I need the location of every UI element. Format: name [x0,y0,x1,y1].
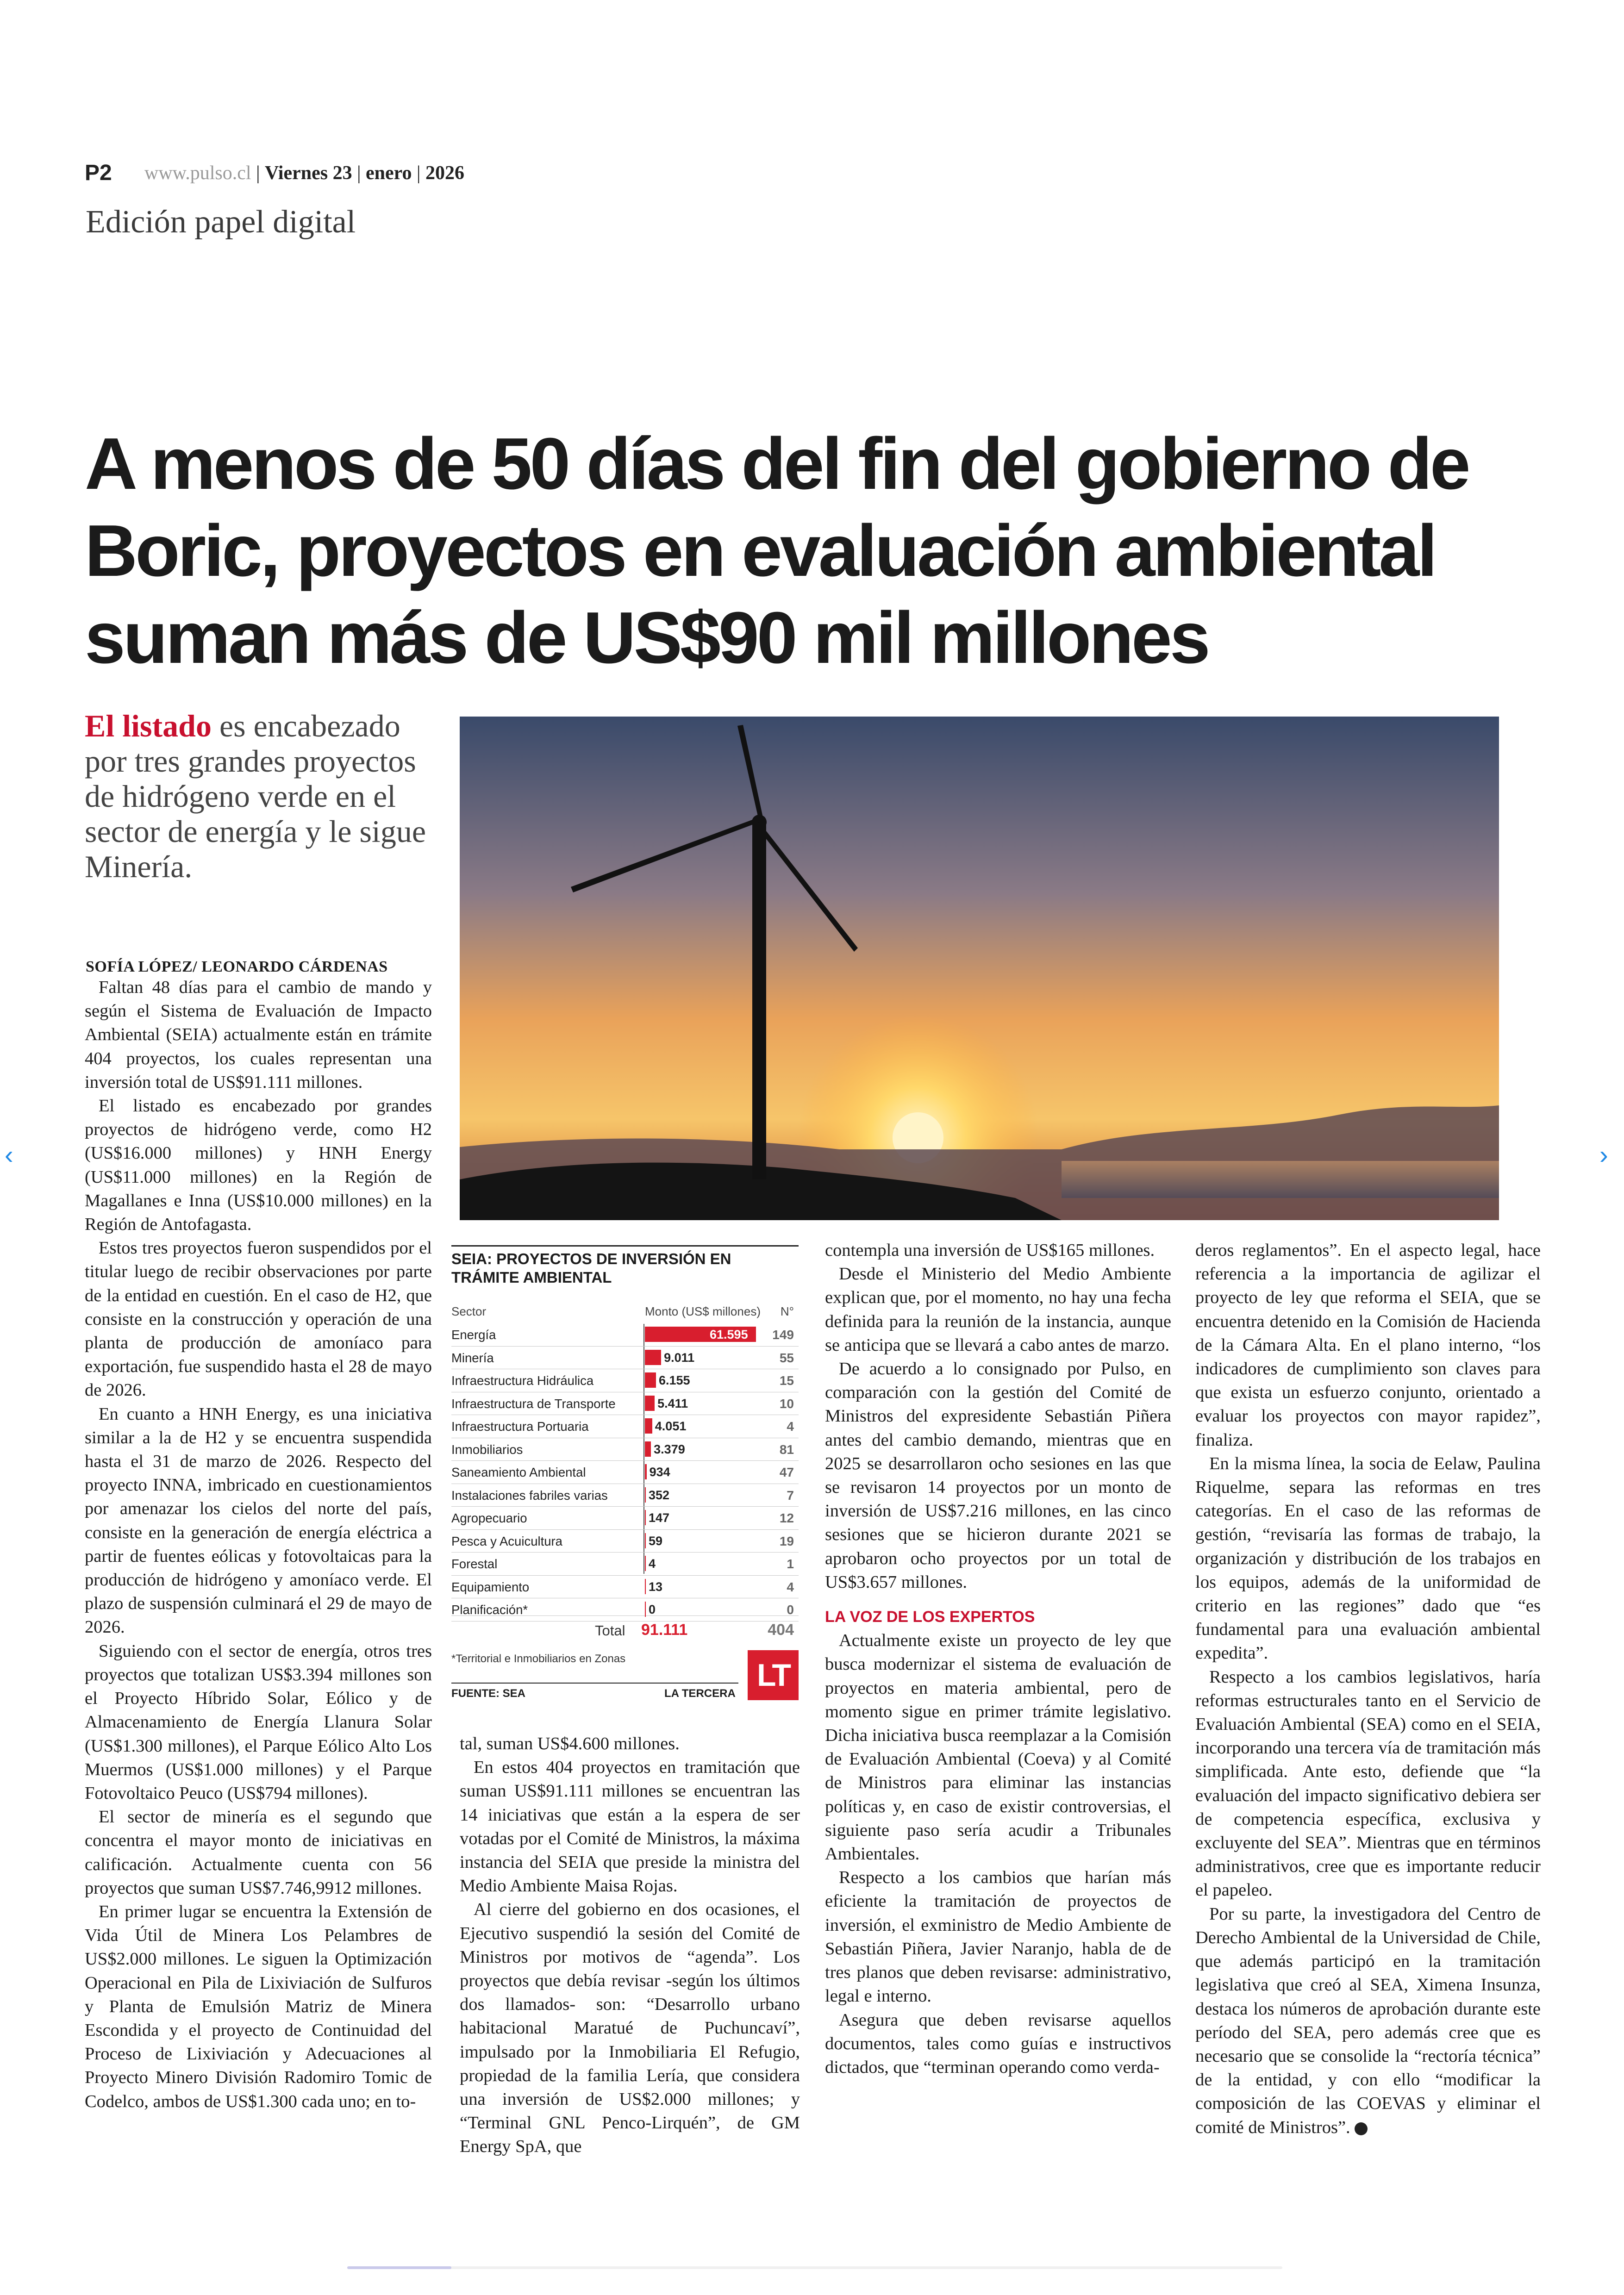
chart-row-label: Infraestructura de Transporte [451,1396,616,1411]
chart-row-count: 149 [772,1328,794,1342]
chart-row-count: 15 [779,1373,794,1388]
issue-year: 2026 [425,162,464,184]
paragraph: Respecto a los cambios legislativos, haría reformas estructurales tanto en el Servicio de Evaluación Ambiental (SEA) como en el SEIA, incorporando una tercera vía de tramitación más simplificada. Ante esto, defiende que “la evaluación del impacto significativo debiera ser de competencia específica, exclusiva y excluyente del SEA”. Mientras que en términos administrativos, cree que es importante reducir el papeleo. [1195,1667,1541,1900]
chart-row-count: 4 [787,1579,794,1594]
chart-row-count: 1 [787,1557,794,1571]
chart-row-count: 19 [779,1534,794,1548]
chart-bar [645,1350,661,1365]
chart-row-divider [451,1552,799,1553]
chart-bar [645,1487,646,1503]
chart-bottom-rule [451,1683,738,1684]
separator: | [412,162,425,184]
article-column-4 [1195,1239,1541,2139]
chart-bar [645,1441,651,1457]
paragraph: En la misma línea, la socia de Eelaw, Paulina Riquelme, separa las reformas en tres categorías. En el caso de las reformas de gestión, “revisaría las formas de trabajo, la organización y distribución de los trabajos en los equipos, además de la uniformidad de criterio en las regiones” dado que “es fundamental para una evaluación ambiental expedita”. [1195,1453,1541,1663]
chart-row-label: Pesca y Acuicultura [451,1534,562,1548]
chart-row-divider [451,1529,799,1530]
edition-label: Edición papel digital [86,204,356,240]
lead-text: es encabezado por tres grandes proyectos de hidrógeno verde en el sector de energía y le sigue Minería. [85,708,426,884]
chart-bar [645,1372,656,1388]
chart-row-label: Forestal [451,1557,498,1571]
page-scrollbar-track[interactable] [347,2266,1282,2269]
chart-row-label: Planificación* [451,1603,528,1617]
chart-col-n: N° [780,1304,794,1318]
chart-row-count: 4 [787,1419,794,1434]
chart-col-sector: Sector [451,1304,487,1318]
chart-row-label: Saneamiento Ambiental [451,1465,586,1479]
chart-bar [645,1556,646,1571]
separator: | [251,162,265,184]
chart-bar [645,1602,646,1617]
chart-total-label: Total [595,1622,625,1639]
chart-bar-value: 0 [649,1603,656,1616]
chart-bar-value: 6.155 [658,1373,690,1387]
headline-line: A menos de 50 días del fin del gobierno de [85,423,1468,505]
chart-row-count: 12 [779,1511,794,1525]
lead-highlight: El listado [85,708,212,743]
chart-row-divider [451,1460,799,1461]
paragraph: deros reglamentos”. En el aspecto legal, hace referencia a la importancia de agilizar el proyecto de ley que reforma el SEIA, que se encuentra detenido en la Comisión de Hacienda de la Cámara Alta. En el plano interno, “los indicadores de cumplimiento son claves para que exista un esfuerzo conjunto, orientado a evaluar los proyectos con mayor rapidez”, finaliza. [1195,1241,1541,1450]
chart-bar-value: 13 [649,1579,663,1594]
investment-chart [451,1245,799,1708]
paragraph [1195,1902,1541,2139]
chart-bar-value: 3.379 [654,1442,685,1456]
paragraph: Asegura que deben revisarse aquellos documentos, tales como guías e instructivos dictados, que “terminan operando como verda- [825,2010,1171,2077]
chart-bar-value: 934 [649,1465,670,1479]
chart-bar-value: 352 [649,1488,670,1502]
paragraph: De acuerdo a lo consignado por Pulso, en comparación con la gestión del Comité de Ministros del expresidente Sebastián Piñera antes del cambio demando, mientras que en 2025 se desarrollaron ocho sesiones en las que se revisaron 14 proyectos por un monto de inversión de US$7.216 millones, en las cinco sesiones que se hicieron durante 2021 se aprobaron ocho proyectos por un total de US$3.657 millones. [825,1359,1171,1592]
chart-total-count: 404 [768,1621,794,1639]
issue-month: enero [366,162,412,184]
chart-bar [645,1396,655,1411]
chart-bar-value: 61.595 [710,1328,748,1341]
chart-row-divider [451,1506,799,1507]
chart-row-label: Agropecuario [451,1511,527,1525]
chart-axis [643,1324,644,1574]
chart-row-count: 0 [787,1603,794,1617]
chart-row-label: Infraestructura Hidráulica [451,1373,594,1388]
chart-bar-value: 5.411 [657,1396,688,1410]
separator: | [352,162,366,184]
chart-bar-value: 59 [649,1534,663,1548]
chart-row-label: Energía [451,1328,496,1342]
chart-top-rule [451,1245,799,1247]
site-url[interactable]: www.pulso.cl [144,162,251,184]
site-date-line [144,162,464,184]
end-of-article-icon: P [1355,2122,1368,2135]
chart-row-label: Instalaciones fabriles varias [451,1488,608,1503]
chart-bar [645,1579,646,1594]
chart-total-value: 91.111 [641,1621,688,1639]
chart-bar-value: 4 [649,1557,656,1571]
chart-bar-value: 4.051 [655,1419,687,1433]
headline-line: Boric, proyectos en evaluación ambiental [85,510,1436,592]
chart-title: SEIA: PROYECTOS DE INVERSIÓN EN TRÁMITE AMBIENTAL [451,1250,731,1286]
page-folio: P2 [85,161,112,185]
paragraph: El sector de minería es el segundo que concentra el mayor monto de iniciativas en calificación. Actualmente cuenta con 56 proyectos que suman US$7.746,9912 millones. [85,1807,432,1898]
chart-bar [645,1464,647,1479]
paragraph: En primer lugar se encuentra la Extensión de Vida Útil de Minera Los Pelambres de US$2.000 millones. Le siguen la Optimización Operacional en Pila de Lixiviación de Sulfuros y Planta de Emulsión Matriz de Minera Escondida y el proyecto de Continuidad del Proceso de Lixiviación y Adecuaciones al Proyecto Minero División Radomiro Tomic de Codelco, ambos de US$1.300 cada uno; en to- [85,1902,432,2111]
chart-bar [645,1418,652,1434]
headline-line: suman más de US$90 mil millones [85,597,1208,679]
chart-bar [645,1533,646,1548]
la-tercera-logo: LT [748,1650,799,1700]
chart-row-label: Equipamiento [451,1579,530,1594]
byline: SOFÍA LÓPEZ/ LEONARDO CÁRDENAS [86,958,388,975]
page-scrollbar-thumb[interactable] [347,2266,451,2269]
paragraph: Siguiendo con el sector de energía, otros tres proyectos que totalizan US$3.394 millones son el Proyecto Híbrido Solar, Eólico y de Almacenamiento de Energía Llanura Solar (US$1.300 millones), el Parque Eólico Alto Los Muermos (US$1.000 millones) y el Parque Fotovoltaico Peuco (US$794 millones). [85,1641,432,1803]
previous-page-chevron-icon[interactable]: ‹ [5,1140,13,1169]
lead-summary [85,708,441,884]
paragraph: En estos 404 proyectos en tramitación que suman US$91.111 millones se encuentran las 14 iniciativas que están a la espera de ser votadas por el Comité de Ministros, la máxima instancia del SEIA que preside la ministra del Medio Ambiente Maisa Rojas. [460,1758,800,1896]
chart-col-monto: Monto (US$ millones) [645,1304,761,1318]
photo-image [460,717,1499,1220]
section-subhead: LA VOZ DE LOS EXPERTOS [825,1608,1035,1626]
chart-bar [645,1510,646,1525]
chart-row-label: Minería [451,1350,494,1365]
next-page-chevron-icon[interactable]: › [1599,1140,1608,1169]
paragraph: tal, suman US$4.600 millones. [460,1734,680,1753]
chart-row-divider [451,1346,799,1347]
chart-row-label: Inmobiliarios [451,1442,523,1457]
chart-row-count: 47 [779,1465,794,1479]
chart-row-label: Infraestructura Portuaria [451,1419,589,1434]
chart-bar-value: 147 [649,1511,670,1525]
paragraph: Al cierre del gobierno en dos ocasiones, el Ejecutivo suspendió la sesión del Comité de Ministros por motivos de “agenda”. Los proyectos que debía revisar -según los últimos dos llamados- son: “Desarrollo urbano habitacional Maratué de Puchuncaví”, impulsado por la Inmobiliaria El Refugio, propiedad de la familia Lería, que considera una inversión de US$2.000 millones; y “Terminal GNL Penco-Lirquén”, de GM Energy SpA, que [460,1900,800,2157]
paragraph: contempla una inversión de US$165 millones. [825,1241,1155,1260]
article-column-3 [825,1239,1171,2079]
paragraph: En cuanto a HNH Energy, es una iniciativa similar a la de H2 y se encuentra suspendida hasta el 31 de marzo de 2026. Respecto del proyecto INNA, imbricado en cuestionamientos por amenazar los cielos del norte del país, consiste en la generación de energía eléctrica a partir de fuentes eólicas y fotovoltaicas para la producción de hidrógeno y amoníaco verde. El plazo de suspensión culminará el 29 de mayo de 2026. [85,1404,432,1637]
chart-row-count: 10 [779,1396,794,1411]
paragraph-text: Por su parte, la investigadora del Centro de Derecho Ambiental de la Universidad de Chile, que además participó en la tramitación legislativa que creó al SEA, Ximena Insunza, destaca los números de aprobación durante este período del SEA, pero además cree que es necesario que se consolide la “rectoría técnica” de la entidad, y con ello “modificar la composición de las COEVAS y eliminar el comité de Ministros”. [1195,1904,1541,2137]
article-column-2 [460,1732,800,2159]
chart-source: FUENTE: SEA [451,1687,526,1700]
paragraph: Desde el Ministerio del Medio Ambiente explican que, por el momento, no hay una fecha definida para la reunión de la instancia, aunque se anticipa que se llevará a cabo antes de marzo. [825,1264,1171,1355]
chart-row-count: 7 [787,1488,794,1503]
chart-row-count: 81 [779,1442,794,1457]
paragraph: Estos tres proyectos fueron suspendidos por el titular luego de recibir observaciones por parte de la entidad en cuestión. En el caso de H2, que consiste en la construcción y operación de una planta de producción de amoníaco para exportación, fue suspendido hasta el 28 de mayo de 2026. [85,1238,432,1400]
wind-turbine-sunset-photo [460,717,1499,1220]
paragraph: Actualmente existe un proyecto de ley que busca modernizar el sistema de evaluación de proyectos en materia ambiental, pero de momento sigue en primer trámite legislativo. Dicha iniciativa busca reemplazar a la Comisión de Evaluación Ambiental (Coeva) y al Comité de Ministros para eliminar las instancias políticas y, en caso de existir controversias, el siguiente paso sería acudir a Tribunales Ambientales. [825,1631,1171,1864]
chart-row-divider [451,1575,799,1576]
chart-row-count: 55 [779,1350,794,1365]
chart-credit: LA TERCERA [664,1687,736,1700]
chart-bar-value: 9.011 [664,1350,695,1365]
paragraph: Faltan 48 días para el cambio de mando y según el Sistema de Evaluación de Impacto Ambiental (SEIA) actualmente están en trámite 404 proyectos, los cuales representan una inversión total de US$91.111 millones. [85,978,432,1092]
paragraph: Respecto a los cambios que harían más eficiente la tramitación de proyectos de inversión, el exministro de Medio Ambiente de Sebastián Piñera, Javier Naranjo, habla de de tres planos que deben revisarse: administrativo, legal e interno. [825,1868,1171,2006]
article-column-1 [85,976,432,2114]
paragraph: El listado es encabezado por grandes proyectos de hidrógeno verde, como H2 (US$16.000 millones) y HNH Energy (US$11.000 millones) en la Región de Magallanes e Inna (US$10.000 millones) en la Región de Antofagasta. [85,1096,432,1235]
headline [85,420,1548,681]
issue-day: Viernes 23 [265,162,352,184]
chart-footnote: *Territorial e Inmobiliarios en Zonas [451,1653,626,1665]
